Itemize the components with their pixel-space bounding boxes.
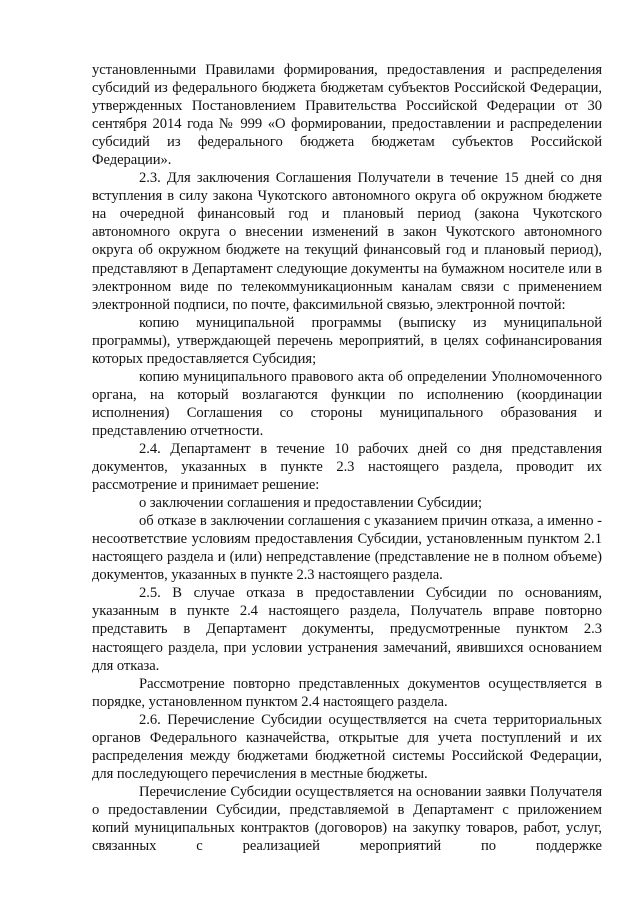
paragraph-transfer-basis: Перечисление Субсидии осуществляется на основании заявки Получателя о предоставлении Субсидии, представляемой в Департамент с приложением копий муниципальных контрактов (договоров) на закупку товаров, работ, услуг, связанных с реализацией мероприятий по поддержке <box>92 783 602 855</box>
paragraph-legal-act-copy: копию муниципального правового акта об определении Уполномоченного органа, на который возлагаются функции по исполнению (координации исполнения) Соглашения со стороны муниципального образования и представлению отчетности. <box>92 368 602 439</box>
paragraph-2-6: 2.6. Перечисление Субсидии осуществляется на счета территориальных органов Федерального казначейства, открытые для учета поступлений и их распределения между бюджетами бюджетной системы Российской Федерации, для последующего перечисления в местные бюджеты. <box>92 711 602 782</box>
paragraph-2-3: 2.3. Для заключения Соглашения Получатели в течение 15 дней со дня вступления в силу закона Чукотского автономного округа об окружном бюджете на очередной финансовый год и плановый период (закона Чукотского автономного округа о внесении изменений в закон Чукотского автономного округа об окружном бюджете на текущий финансовый год и плановый период), представляют в Департамент следующие документы на бумажном носителе или в электронном виде по телекоммуникационным каналам связи с применением электронной подписи, по почте, факсимильной связью, электронной почтой: <box>92 170 602 313</box>
paragraph-decision-refusal: об отказе в заключении соглашения с указанием причин отказа, а именно - несоответствие условиям предоставления Субсидии, установленным пунктом 2.1 настоящего раздела и (или) непредставление (представление не в полном объеме) документов, указанных в пункте 2.3 настоящего раздела. <box>92 513 602 584</box>
paragraph-decision-agreement: о заключении соглашения и предоставлении Субсидии; <box>139 495 483 512</box>
paragraph-program-copy: копию муниципальной программы (выписку из муниципальной программы), утверждающей перечень мероприятий, в целях софинансирования которых предоставляется Субсидия; <box>92 314 602 367</box>
paragraph-resubmission: Рассмотрение повторно представленных документов осуществляется в порядке, установленном пунктом 2.4 настоящего раздела. <box>92 675 602 710</box>
paragraph-rules-reference: установленными Правилами формирования, предоставления и распределения субсидий из федерального бюджета бюджетам субъектов Российской Федерации, утвержденных Постановлением Правительства Российской Федерации от 30 сентября 2014 года № 999 «О формировании, предоставлении и распределении субсидий из федерального бюджета бюджетам субъектов Российской Федерации». <box>92 62 602 169</box>
document-page <box>92 61 602 855</box>
paragraph-2-5: 2.5. В случае отказа в предоставлении Субсидии по основаниям, указанным в пункте 2.4 настоящего раздела, Получатель вправе повторно представить в Департамент документы, предусмотренные пунктом 2.3 настоящего раздела, при условии устранения замечаний, явившихся основанием для отказа. <box>92 585 602 674</box>
paragraph-2-4: 2.4. Департамент в течение 10 рабочих дней со дня представления документов, указанных в пункте 2.3 настоящего раздела, проводит их рассмотрение и принимает решение: <box>92 440 602 494</box>
